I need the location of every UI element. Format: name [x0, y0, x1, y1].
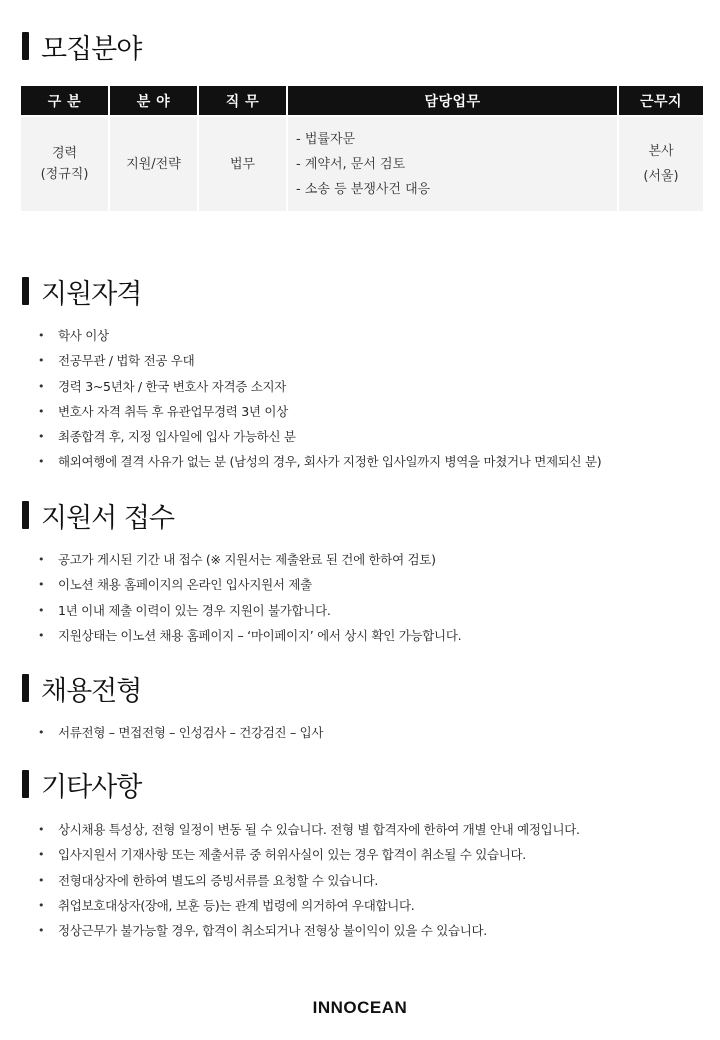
cell-category [21, 115, 108, 211]
list-item: • 경력 3~5년차 / 한국 변호사 자격증 소지자 [38, 374, 601, 399]
cell-field: 지원/전략 [110, 115, 197, 211]
section-title-text: 지원자격 [41, 278, 142, 310]
table-header-row [21, 86, 703, 115]
cell-job: 법무 [199, 115, 286, 211]
title-bar-marker [22, 770, 29, 798]
header-location: 근무지 [619, 86, 703, 115]
list-item: • 1년 이내 제출 이력이 있는 경우 지원이 불가합니다. [38, 598, 461, 623]
category-type: 경력 [51, 146, 78, 161]
cell-duties [288, 115, 617, 211]
list-item: • 서류전형 – 면접전형 – 인성검사 – 건강검진 – 입사 [38, 720, 323, 745]
title-bar-marker [22, 32, 29, 60]
header-duties: 담당업무 [288, 86, 617, 115]
list-item: • 정상근무가 불가능할 경우, 합격이 취소되거나 전형상 불이익이 있을 수 있습니다. [38, 918, 580, 943]
list-item: • 취업보호대상자(장애, 보훈 등)는 관계 법령에 의거하여 우대합니다. [38, 893, 580, 918]
recruit-table [19, 86, 705, 211]
cell-location [619, 115, 703, 211]
list-item: • 지원상태는 이노션 채용 홈페이지 – ‘마이페이지’ 에서 상시 확인 가능합니다. [38, 623, 461, 648]
header-field: 분 야 [110, 86, 197, 115]
title-bar-marker [22, 277, 29, 305]
list-item: • 입사지원서 기재사항 또는 제출서류 중 허위사실이 있는 경우 합격이 취소될 수 있습니다. [38, 842, 580, 867]
list-item: • 이노션 채용 홈페이지의 온라인 입사지원서 제출 [38, 572, 461, 597]
application-list [38, 547, 461, 648]
section-title-recruit-field [22, 28, 141, 64]
title-bar-marker [22, 674, 29, 702]
qualifications-list [38, 323, 601, 475]
table-row [21, 115, 703, 211]
location-city: (서울) [643, 169, 679, 184]
section-title-qualifications [22, 273, 141, 309]
list-item: • 최종합격 후, 지정 입사일에 입사 가능하신 분 [38, 424, 601, 449]
list-item: • 전공무관 / 법학 전공 우대 [38, 348, 601, 373]
title-bar-marker [22, 501, 29, 529]
others-list [38, 817, 580, 943]
list-item: • 전형대상자에 한하여 별도의 증빙서류를 요청할 수 있습니다. [38, 868, 580, 893]
section-title-process [22, 670, 141, 706]
category-employment: (정규직) [40, 167, 89, 182]
duty-item: - 계약서, 문서 검토 [296, 156, 406, 172]
duty-item: - 소송 등 분쟁사건 대응 [296, 181, 431, 197]
list-item: • 상시채용 특성상, 전형 일정이 변동 될 수 있습니다. 전형 별 합격자에 한하여 개별 안내 예정입니다. [38, 817, 580, 842]
duty-item: - 법률자문 [296, 131, 356, 147]
list-item: • 학사 이상 [38, 323, 601, 348]
list-item: • 변호사 자격 취득 후 유관업무경력 3년 이상 [38, 399, 601, 424]
section-title-others [22, 766, 141, 802]
list-item: • 해외여행에 결격 사유가 없는 분 (남성의 경우, 회사가 지정한 입사일까지 병역을 마쳤거나 면제되신 분) [38, 449, 601, 474]
innocean-logo: INNOCEAN [312, 998, 408, 1017]
section-title-application [22, 497, 174, 533]
section-title-text: 기타사항 [41, 771, 142, 803]
header-category: 구 분 [21, 86, 108, 115]
section-title-text: 지원서 접수 [41, 502, 174, 534]
section-title-text: 채용전형 [41, 675, 142, 707]
process-list [38, 720, 323, 745]
header-job: 직 무 [199, 86, 286, 115]
section-title-text: 모집분야 [41, 33, 142, 65]
list-item: • 공고가 게시된 기간 내 접수 (※ 지원서는 제출완료 된 건에 한하여 검토) [38, 547, 461, 572]
location-office: 본사 [648, 144, 674, 159]
